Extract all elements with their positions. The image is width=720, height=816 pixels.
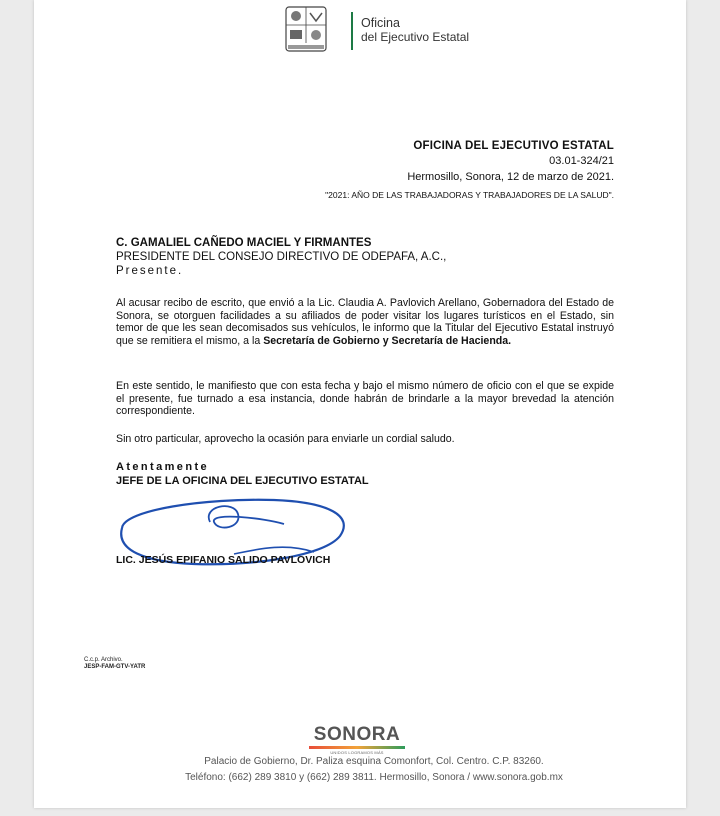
closing-position: JEFE DE LA OFICINA DEL EJECUTIVO ESTATAL xyxy=(116,475,369,487)
paragraph-1-bold: Secretaría de Gobierno y Secretaría de Hacienda. xyxy=(263,334,512,347)
recipient-title: PRESIDENTE DEL CONSEJO DIRECTIVO DE ODEPAFA, A.C., xyxy=(116,251,447,263)
meta-number: 03.01-324/21 xyxy=(549,155,614,167)
recipient-name: C. GAMALIEL CAÑEDO MACIEL Y FIRMANTES xyxy=(116,237,372,249)
header-divider xyxy=(351,12,353,50)
footer-address: Palacio de Gobierno, Dr. Paliza esquina Comonfort, Col. Centro. C.P. 83260. xyxy=(204,756,544,767)
paragraph-2: En este sentido, le manifiesto que con esta fecha y bajo el mismo número de oficio con el que se expide el presente, fue turnado a esa instancia, donde habrán de brindarle a la mayor brevedad la atención correspondiente. xyxy=(116,380,614,418)
sonora-logo xyxy=(302,724,412,755)
sonora-logo-word: SONORA xyxy=(313,724,401,745)
sonora-logo-bar xyxy=(309,746,405,749)
closing-atentamente: Atentamente xyxy=(116,461,210,473)
meta-place-date: Hermosillo, Sonora, 12 de marzo de 2021. xyxy=(407,171,614,183)
signer-name: LIC. JESÚS EPIFANIO SALIDO PAVLOVICH xyxy=(116,554,331,566)
paragraph-1-text: Al acusar recibo de escrito, que envió a la Lic. Claudia A. Pavlovich Arellano, Gobernadora del Estado de Sonora, se otorguen facilidades a su afiliados de poder visitar los lugares turísticos en el Estado, sin temor de que les sean decomisados sus vehículos, le informo que la Titular del Ejecutivo Estatal instruyó que se remitiera el mismo, a la xyxy=(116,297,614,347)
paragraph-3: Sin otro particular, aprovecho la ocasión para enviarle un cordial saludo. xyxy=(116,433,455,445)
meta-office: OFICINA DEL EJECUTIVO ESTATAL xyxy=(413,140,614,152)
sonora-logo-tagline: UNIDOS LOGRAMOS MÁS xyxy=(330,750,384,755)
closing-block xyxy=(116,460,369,488)
footer-contact: Teléfono: (662) 289 3810 y (662) 289 3811. Hermosillo, Sonora / www.sonora.gob.mx xyxy=(185,772,563,783)
motto: "2021: AÑO DE LAS TRABAJADORAS Y TRABAJADORES DE LA SALUD". xyxy=(325,190,614,200)
recipient-presente: Presente. xyxy=(116,265,184,277)
letter-page xyxy=(34,0,686,808)
ccp-line1: C.c.p. Archivo. xyxy=(84,657,123,663)
ccp-block xyxy=(84,657,145,671)
letter-meta xyxy=(407,138,614,184)
recipient-block xyxy=(116,236,446,278)
header-office-name xyxy=(361,16,469,44)
paragraph-1 xyxy=(116,297,614,347)
header-office-line1: Oficina xyxy=(361,16,400,30)
state-seal-icon xyxy=(268,5,344,55)
ccp-line2: JESP-FAM-GTV-YATR xyxy=(84,664,146,670)
header-office-line2: del Ejecutivo Estatal xyxy=(361,30,470,44)
